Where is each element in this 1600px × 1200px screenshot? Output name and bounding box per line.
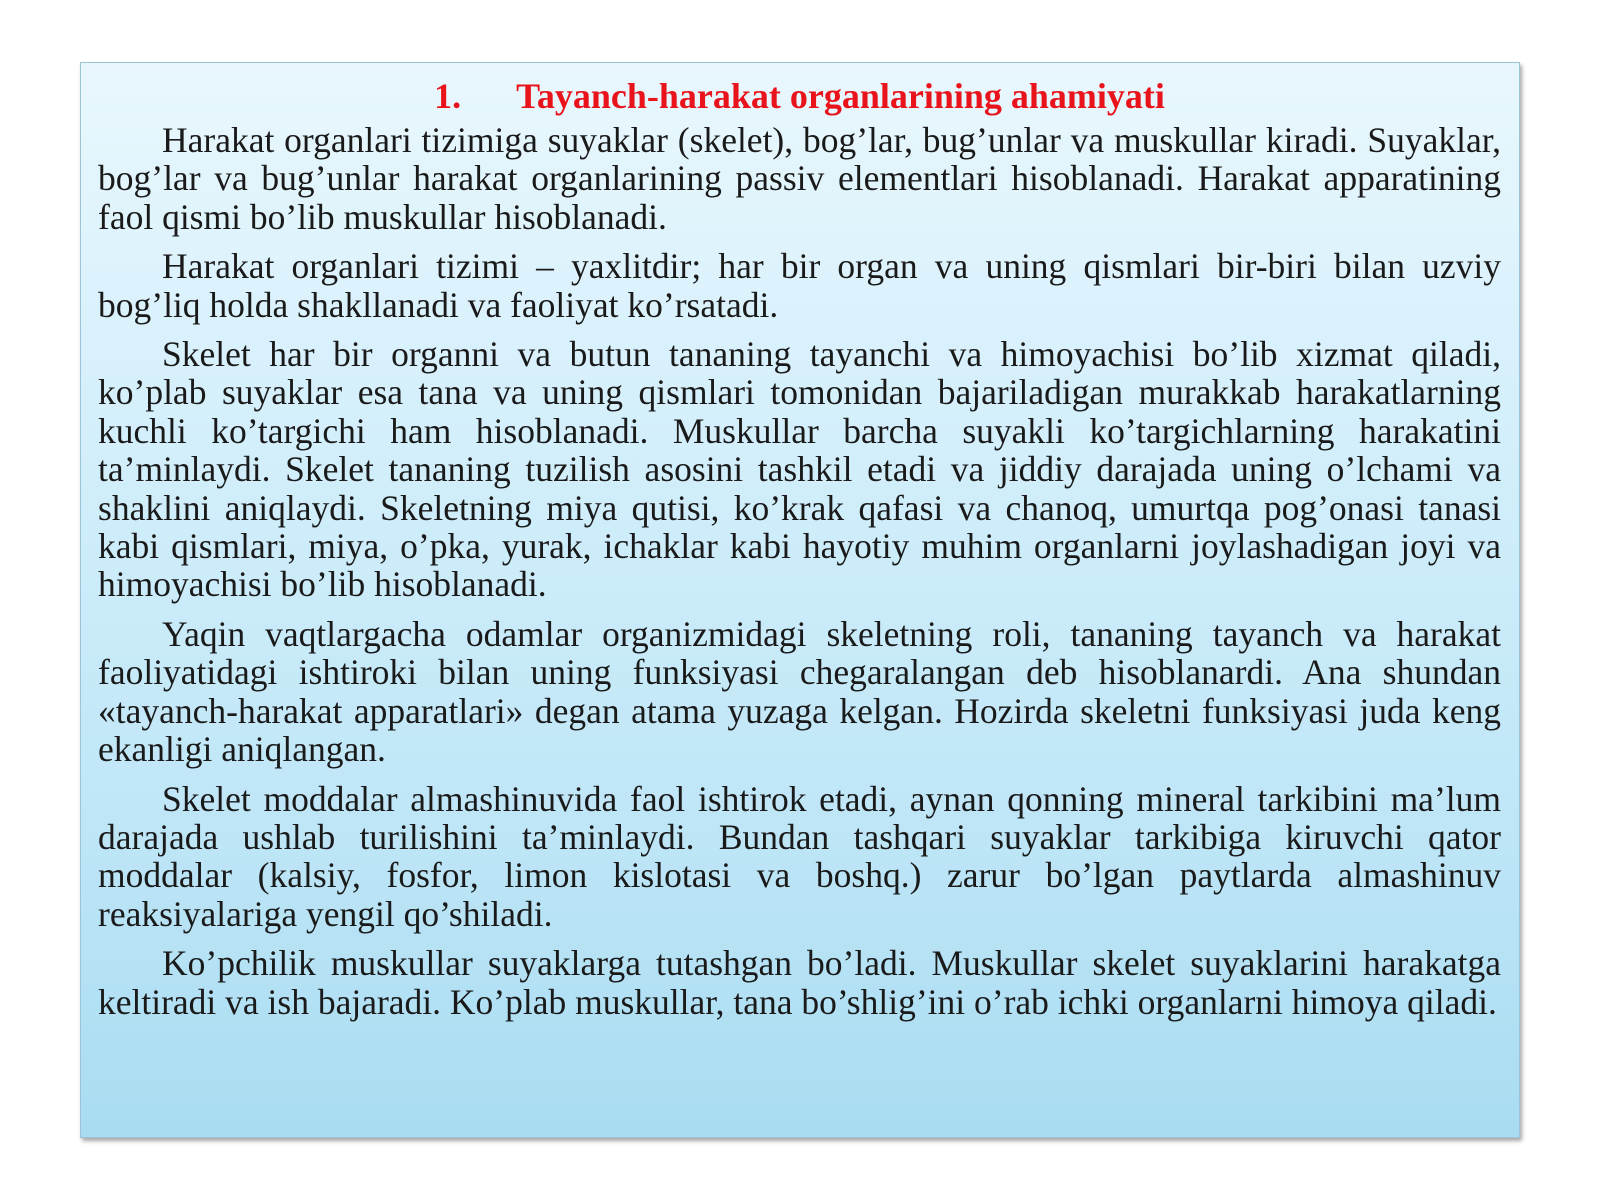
paragraph-skeleton-role: Skelet har bir organni va butun tananing tayanchi va himoyachisi bo’lib xizmat qiladi, ko’plab suyaklar esa tana va uning qismlari tomonidan bajariladigan murakkab harakatlarning kuchli ko’targichi ham hisoblanadi. Muskullar barcha suyakli ko’targichlarning harakatini ta’minlaydi. Skelet tananing tuzilish asosini tashkil etadi va jiddiy darajada uning o’lchami va shaklini aniqlaydi. Skeletning miya qutisi, ko’krak qafasi va chanoq, umurtqa pog’onasi tanasi kabi qismlari, miya, o’pka, yurak, ichaklar kabi hayotiy muhim organlarni joylashadigan joyi va himoyachisi bo’lib hisoblanadi.: [98, 334, 1501, 605]
content-text-box: [80, 62, 1520, 1138]
paragraph-metabolism: Skelet moddalar almashinuvida faol ishtirok etadi, aynan qonning mineral tarkibini ma’lum darajada ushlab turilishini ta’minlaydi. Bundan tashqari suyaklar tarkibiga kiruvchi qator moddalar (kalsiy, fosfor, limon kislotasi va boshq.) zarur bo’lgan paytlarda almashinuv reaksiyalariga yengil qo’shiladi.: [98, 778, 1501, 934]
paragraph-movement-organs: Harakat organlari tizimiga suyaklar (skelet), bog’lar, bug’unlar va muskullar kiradi. Suyaklar, bog’lar va bug’unlar harakat organlarining passiv elementlari hisoblanadi. Harakat apparatining faol qismi bo’lib muskullar hisoblanadi.: [98, 120, 1501, 237]
paragraph-muscles: Ko’pchilik muskullar suyaklarga tutashgan bo’ladi. Muskullar skelet suyaklarini harakatga keltiradi va ish bajaradi. Ko’plab muskullar, tana bo’shlig’ini o’rab ichki organlarni himoya qiladi.: [98, 943, 1501, 1022]
paragraph-system-integrity: Harakat organlari tizimi – yaxlitdir; har bir organ va uning qismlari bir-biri bilan uzviy bog’liq holda shakllanadi va faoliyat ko’rsatadi.: [98, 246, 1501, 325]
heading-number: 1.: [434, 76, 462, 116]
slide-heading: [98, 75, 1501, 117]
heading-title: Tayanch-harakat organlarining ahamiyati: [516, 76, 1165, 116]
paragraph-skeleton-history: Yaqin vaqtlargacha odamlar organizmidagi skeletning roli, tananing tayanch va harakat faoliyatidagi ishtiroki bilan uning funksiyasi chegaralangan deb hisoblanardi. Ana shundan «tayanch-harakat apparatlari» degan atama yuzaga kelgan. Hozirda skeletni funksiyasi juda keng ekanligi aniqlangan.: [98, 613, 1501, 770]
